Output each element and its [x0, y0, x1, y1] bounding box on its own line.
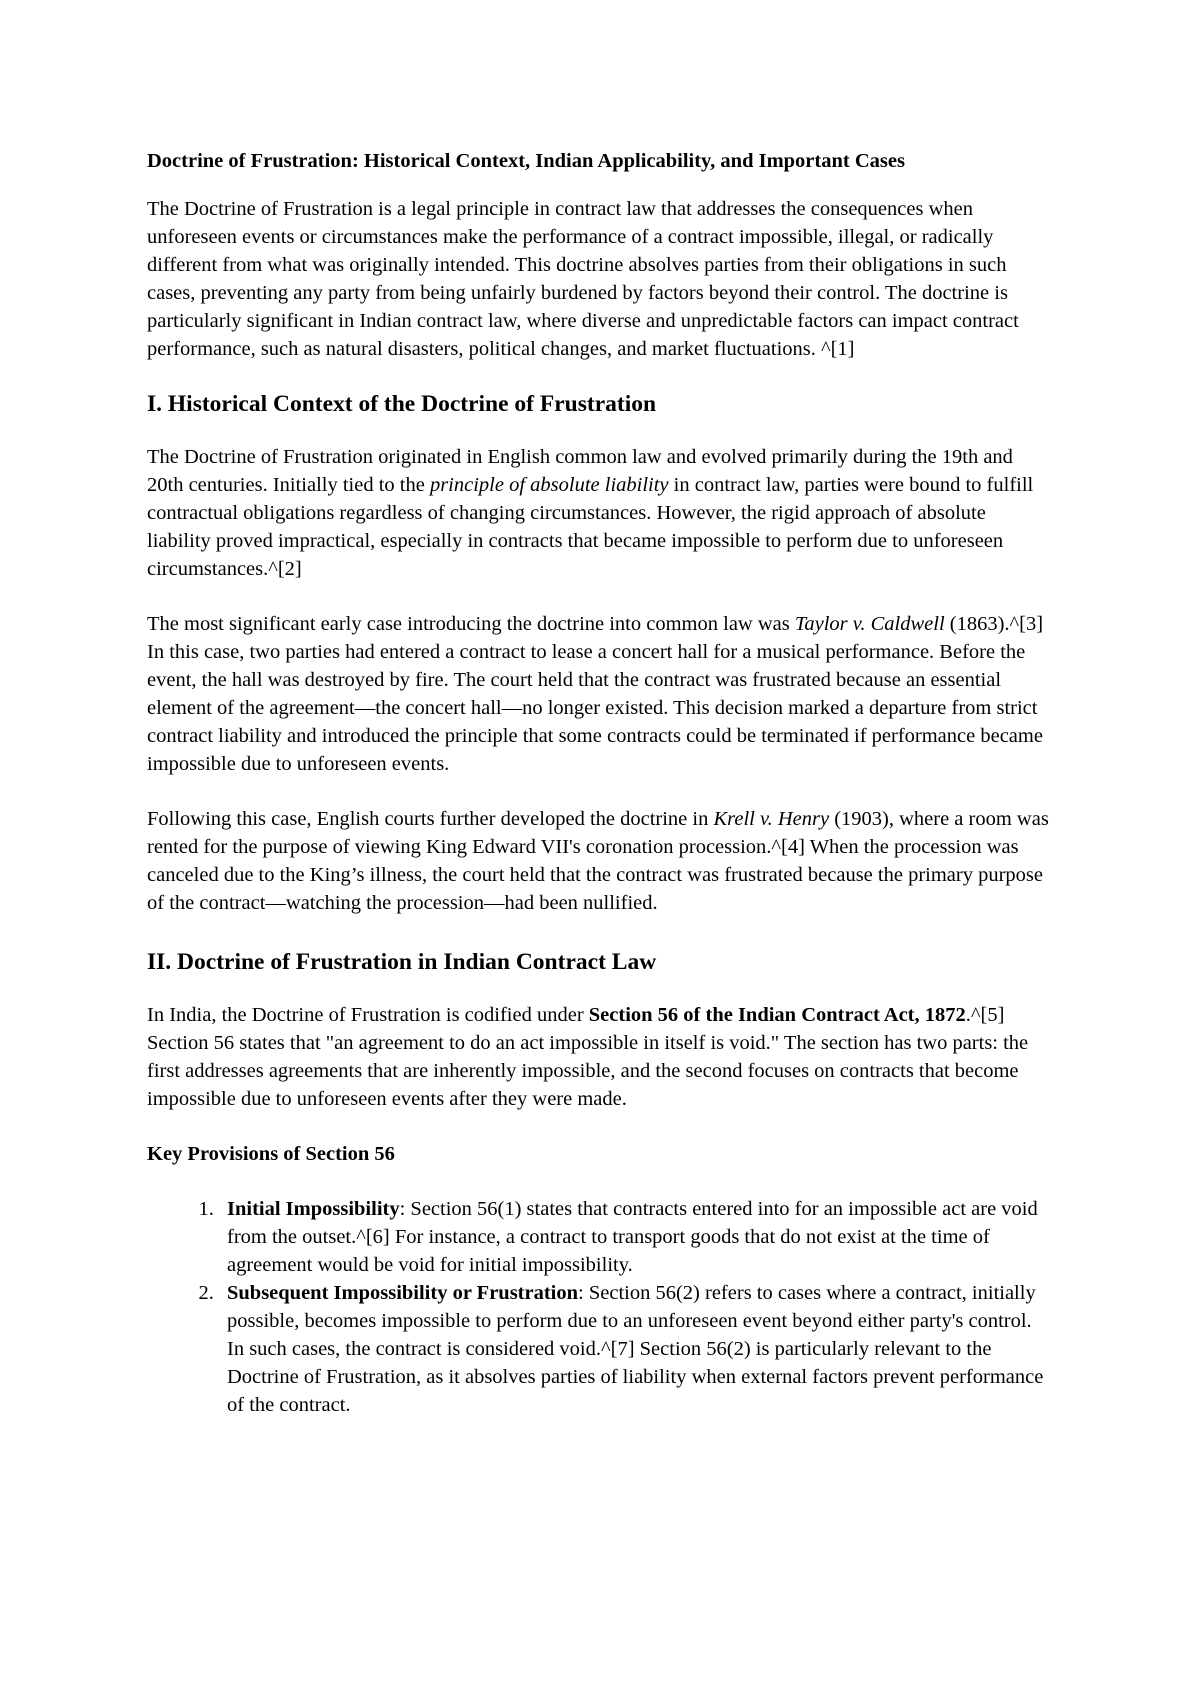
key-provisions-heading: Key Provisions of Section 56: [147, 1143, 395, 1165]
text-run: in contract law, parties were bound to fulfill contractual obligations regardless of changing circumstances. However, the rigid approach of absolute liability proved impractical, especially in contracts that became impossible to perform due to unforeseen circumstances.^[2]: [147, 474, 1034, 580]
list-item: [219, 1279, 1050, 1419]
document-title: Doctrine of Frustration: Historical Context, Indian Applicability, and Important Cases: [147, 150, 905, 172]
provision-term: Initial Impossibility: [227, 1198, 400, 1220]
text-run: (1903), where a room was rented for the purpose of viewing King Edward VII's coronation procession.^[4] When the procession was canceled due to the King’s illness, the court held that the contract was frustrated because the primary purpose of the contract—watching the procession—had been nullified.: [147, 808, 1049, 914]
provision-term: Subsequent Impossibility or Frustration: [227, 1282, 579, 1304]
case-name: Taylor v. Caldwell: [794, 613, 945, 635]
section-1-heading: I. Historical Context of the Doctrine of Frustration: [147, 391, 657, 417]
section-1-paragraph-2: [147, 610, 1050, 778]
italic-term: principle of absolute liability: [429, 474, 669, 496]
provision-text: : Section 56(1) states that contracts entered into for an impossible act are void from the outset.^[6] For instance, a contract to transport goods that do not exist at the time of agreement would be void for initial impossibility.: [227, 1198, 1038, 1276]
section-2-heading: II. Doctrine of Frustration in Indian Contract Law: [147, 949, 657, 975]
text-run: Following this case, English courts further developed the doctrine in: [147, 808, 714, 830]
list-item: [219, 1195, 1050, 1279]
section-2-paragraph-1: [147, 1001, 1050, 1113]
provision-text: : Section 56(2) refers to cases where a contract, initially possible, becomes impossible to perform due to an unforeseen event beyond either party's control. In such cases, the contract is considered void.^[7] Section 56(2) is particularly relevant to the Doctrine of Frustration, as it absolves parties of liability when external factors prevent performance of the contract.: [227, 1282, 1044, 1416]
bold-statute: Section 56 of the Indian Contract Act, 1872: [588, 1004, 966, 1026]
text-run: In India, the Doctrine of Frustration is codified under: [147, 1004, 589, 1026]
text-run: The most significant early case introducing the doctrine into common law was: [147, 613, 795, 635]
section-1-paragraph-3: [147, 805, 1050, 917]
text-run: The Doctrine of Frustration originated in English common law and evolved primarily during the 19th and 20th centuries. Initially tied to the: [147, 446, 1013, 496]
intro-paragraph: The Doctrine of Frustration is a legal principle in contract law that addresses the consequences when unforeseen events or circumstances make the performance of a contract impossible, illegal, or radically different from what was originally intended. This doctrine absolves parties from their obligations in such cases, preventing any party from being unfairly burdened by factors beyond their control. The doctrine is particularly significant in Indian contract law, where diverse and unpredictable factors can impact contract performance, such as natural disasters, political changes, and market fluctuations. ^[1]: [147, 198, 1019, 360]
text-run: .^[5] Section 56 states that "an agreement to do an act impossible in itself is void." The section has two parts: the first addresses agreements that are inherently impossible, and the second focuses on contracts that become impossible due to unforeseen events after they were made.: [147, 1004, 1029, 1110]
text-run: (1863).^[3] In this case, two parties had entered a contract to lease a concert hall for a musical performance. Before the event, the hall was destroyed by fire. The court held that the contract was frustrated because an essential element of the agreement—the concert hall—no longer existed. This decision marked a departure from strict contract liability and introduced the principle that some contracts could be terminated if performance became impossible due to unforeseen events.: [147, 613, 1044, 775]
section-1-paragraph-1: [147, 443, 1050, 583]
case-name: Krell v. Henry: [713, 808, 830, 830]
provisions-list: [147, 1195, 1050, 1419]
